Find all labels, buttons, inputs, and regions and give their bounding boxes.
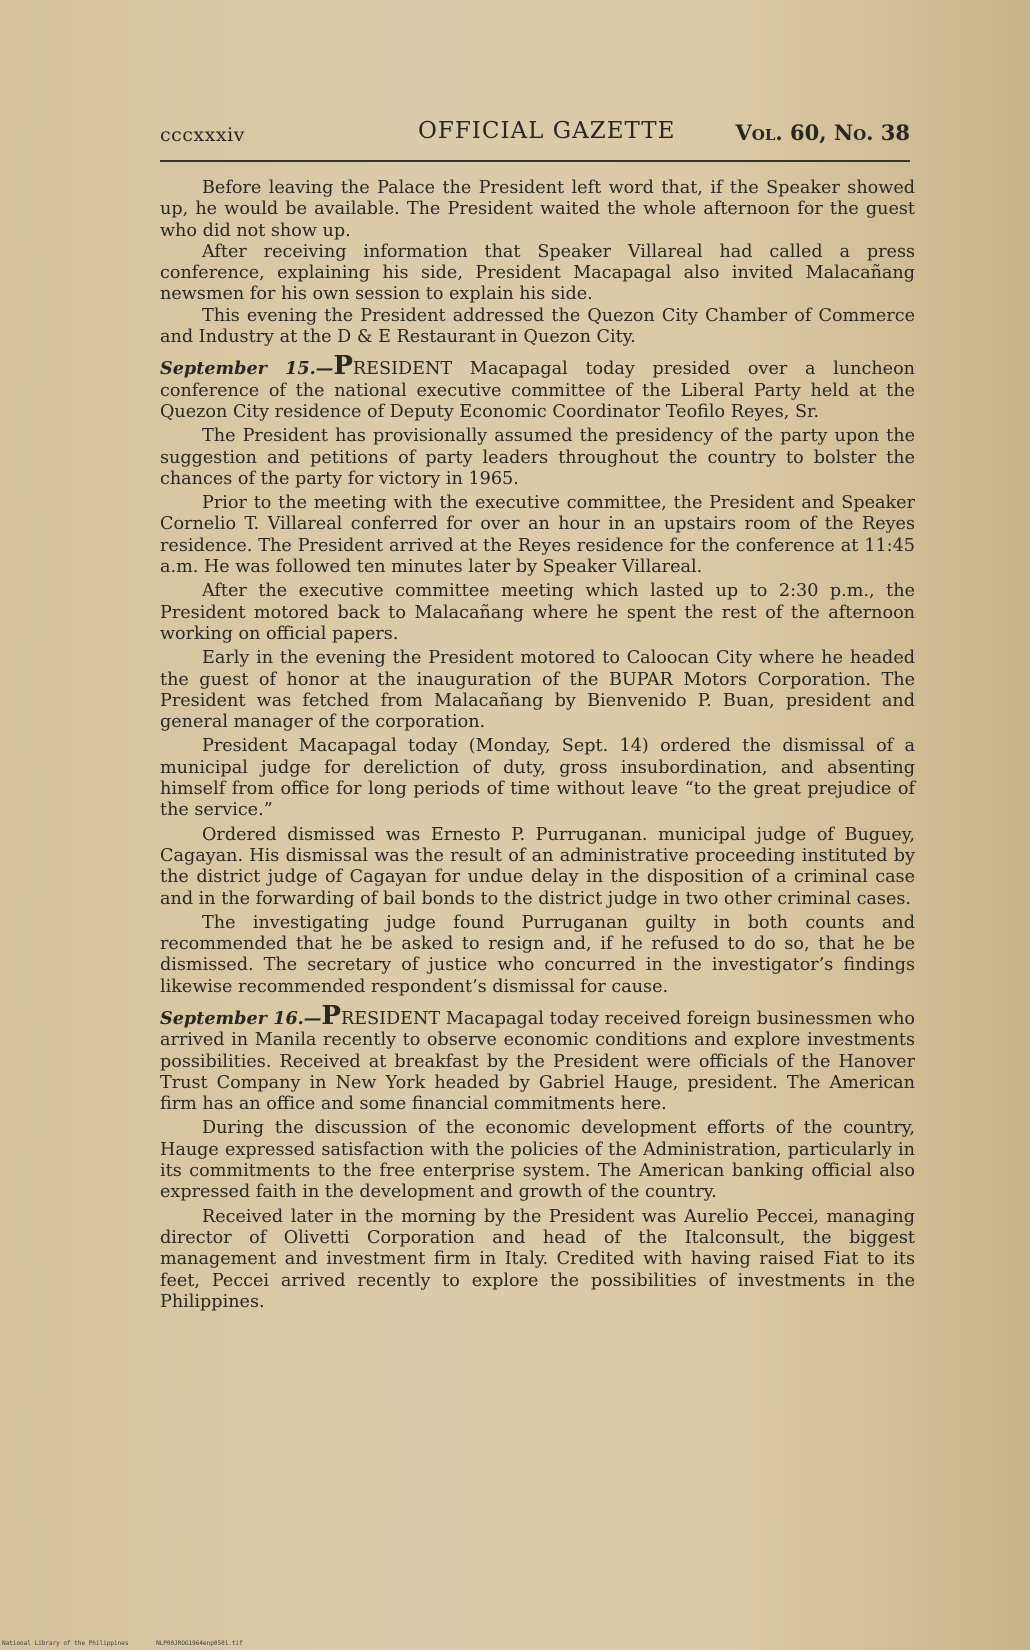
diary-entry-september-15 xyxy=(160,351,916,998)
scan-footer xyxy=(2,1640,267,1647)
paragraph: President Macapagal today (Monday, Sept. 14) ordered the dismissal of a municipal judge for dereliction of duty, gross insubordination, and absenting himself from office for long periods of time without leave “to the great prejudice of the service.” xyxy=(160,736,915,821)
paragraph: After the executive committee meeting which lasted up to 2:30 p.m., the President motored back to Malacañang where he spent the rest of the afternoon working on official papers. xyxy=(160,581,915,644)
entry-date: September 16.— xyxy=(160,1007,322,1029)
article-body xyxy=(160,178,915,1313)
volume-number: Vol. 60, No. 38 xyxy=(735,120,910,145)
entry-lead-paragraph xyxy=(160,351,916,423)
paragraph: Prior to the meeting with the executive committee, the President and Speaker Cornelio T. Villareal conferred for over an hour in an upstairs room of the Reyes residence. The President arrived at the Reyes residence for the conference at 11:45 a.m. He was followed ten minutes later by Speaker Villareal. xyxy=(160,493,915,578)
paragraph: The investigating judge found Purruganan guilty in both counts and recommended that he be asked to resign and, if he refused to do so, that he be dismissed. The secretary of justice who concurred in the investigator’s findings likewise recommended respondent’s dismissal for cause. xyxy=(160,912,915,997)
paragraph: Before leaving the Palace the President left word that, if the Speaker showed up, he would be available. The President waited the whole afternoon for the guest who did not show up. xyxy=(160,178,915,241)
paragraph: The President has provisionally assumed the presidency of the party upon the suggestion and petitions of party leaders throughout the country to bolster the chances of the party for victory in 1965. xyxy=(160,426,915,489)
page-header xyxy=(160,118,910,152)
publication-title: OFFICIAL GAZETTE xyxy=(418,118,676,144)
paragraph: Early in the evening the President motored to Caloocan City where he headed the guest of honor at the inauguration of the BUPAR Motors Corporation. The President was fetched from Malacañang by Bienvenido P. Buan, president and general manager of the corporation. xyxy=(160,648,915,733)
entry-lead-text: RESIDENT Macapagal today presided over a luncheon conference of the national executive committee of the Liberal Party held at the Quezon City residence of Deputy Economic Coordinator Teofilo Reyes, Sr. xyxy=(160,359,916,422)
entry-date: September 15.— xyxy=(160,358,334,380)
paragraph: Received later in the morning by the President was Aurelio Peccei, managing director of Olivetti Corporation and head of the Italconsult, the biggest management and investment firm in Italy. Credited with having raised Fiat to its feet, Peccei arrived recently to explore the possibilities of investments in the Philippines. xyxy=(160,1206,915,1312)
diary-entry-september-16 xyxy=(160,1000,915,1313)
paragraph: Ordered dismissed was Ernesto P. Purruganan. municipal judge of Buguey, Cagayan. His dismissal was the result of an administrative proceeding instituted by the district judge of Cagayan for undue delay in the disposition of a criminal case and in the forwarding of bail bonds to the district judge in two other criminal cases. xyxy=(160,824,915,909)
file-id: NLP00JROG1964enp0501.tif xyxy=(156,1640,243,1647)
paragraph: After receiving information that Speaker Villareal had called a press conference, explaining his side, President Macapagal also invited Malacañang newsmen for his own session to explain his side. xyxy=(160,241,915,305)
library-credit: National Library of the Philippines xyxy=(2,1640,129,1647)
page-number: cccxxxiv xyxy=(160,124,245,146)
paragraph: This evening the President addressed the Quezon City Chamber of Commerce and Industry at the D & E Restaurant in Quezon City. xyxy=(160,305,915,348)
header-rule xyxy=(160,160,910,162)
entry-lead-text: RESIDENT Macapagal today received foreign businessmen who arrived in Manila recently to observe economic conditions and explore investments possibilities. Received at breakfast by the President were officials of the Hanover Trust Company in New York headed by Gabriel Hauge, president. The American firm has an office and some financial commitments here. xyxy=(160,1008,915,1115)
drop-cap: P xyxy=(333,351,353,382)
paragraph: During the discussion of the economic development efforts of the country, Hauge expressed satisfaction with the policies of the Administration, particularly in its commitments to the free enterprise system. The American banking official also expressed faith in the development and growth of the country. xyxy=(160,1118,915,1203)
entry-lead-paragraph xyxy=(160,1000,915,1115)
drop-cap: P xyxy=(321,1000,341,1031)
